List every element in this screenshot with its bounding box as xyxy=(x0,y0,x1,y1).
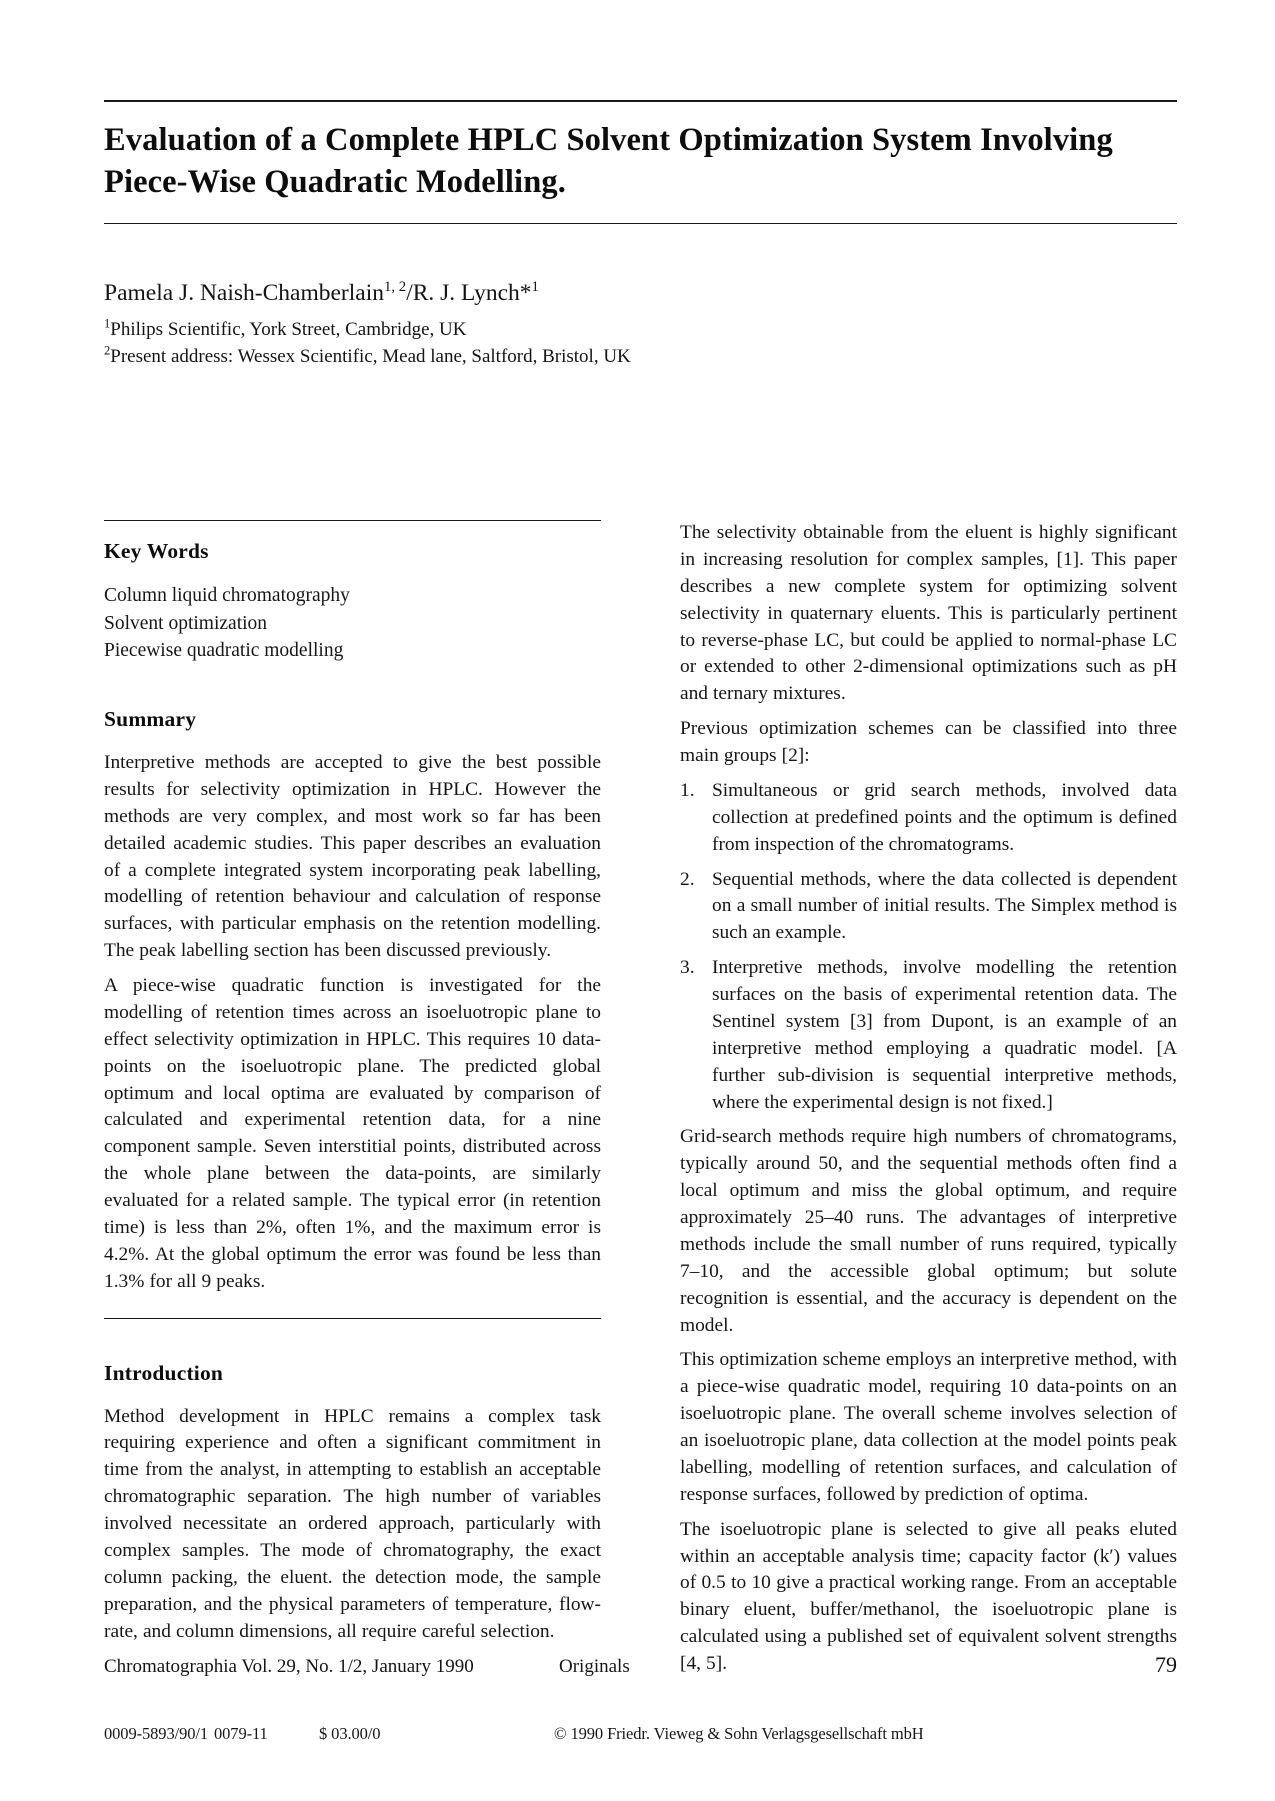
keyword-item: Solvent optimization xyxy=(104,612,268,634)
summary-paragraph: A piece-wise quadratic function is investigated for the modelling of retention times across an isoeluotropic plane to effect selectivity optimization in HPLC. This requires 10 data-points on the isoeluotropic plane. The predicted global optimum and local optima are evaluated by comparison of calculated and experimental retention data, for a nine component sample. Seven interstitial points, distributed across the whole plane between the data-points, are similarly evaluated for a related sample. The typical error (in retention time) is less than 2%, often 1%, and the maximum error is 4.2%. At the global optimum the error was found be less than 1.3% for all 9 peaks. xyxy=(104,975,601,1292)
list-item-number: 3. xyxy=(680,957,695,979)
list-item-number: 1. xyxy=(680,779,695,801)
left-column xyxy=(104,520,601,1645)
affiliation-1 xyxy=(104,317,1004,344)
list-item-number: 2. xyxy=(680,868,695,890)
page-footer xyxy=(104,1652,1177,1678)
body-paragraph-grid-search: Grid-search methods require high numbers of chromatograms, typically around 50, and the sequential methods often find a local optimum and miss the global optimum, and require approximately 25–40 runs. The advantages of interpretive methods include the small number of runs required, typically 7–10, and the accessible global optimum; but solute recognition is essential, and the accuracy is dependent on the model. xyxy=(680,1126,1177,1336)
footer-journal-citation: Chromatographia Vol. 29, No. 1/2, January 1990 xyxy=(104,1656,474,1677)
authors-block xyxy=(104,278,1004,370)
optimization-methods-list xyxy=(680,778,1177,1117)
list-item xyxy=(680,778,1177,859)
body-paragraph-scheme-overview: This optimization scheme employs an interpretive method, with a piece-wise quadratic model, requiring 10 data-points on an isoeluotropic plane. The overall scheme involves selection of an isoeluotropic plane, data collection at the model points peak labelling, modelling of retention surfaces, and calculation of response surfaces, followed by prediction of optima. xyxy=(680,1349,1177,1505)
title-top-rule xyxy=(104,100,1177,102)
list-item-text: Simultaneous or grid search methods, involved data collection at predefined points and the optimum is defined from inspection of the chromatograms. xyxy=(712,779,1177,855)
body-paragraph-selectivity: The selectivity obtainable from the eluent is highly significant in increasing resolution for complex samples, [1]. This paper describes a new complete system for optimizing solvent selectivity in quaternary eluents. This is particularly pertinent to reverse-phase LC, but could be applied to normal-phase LC or extended to other 2-dimensional optimizations such as pH and ternary mixtures. xyxy=(680,522,1177,705)
affiliation-2-marker: 2 xyxy=(104,343,111,358)
introduction-heading: Introduction xyxy=(104,1360,224,1385)
footer-page-range: 0079-11 xyxy=(214,1724,268,1743)
introduction-paragraph: Method development in HPLC remains a complex task requiring experience and often a significant commitment in time from the analyst, in attempting to establish an acceptable chromatographic separation. The high number of variables involved necessitate an ordered approach, particularly with complex samples. The mode of chromatography, the exact column packing, the eluent. the detection mode, the sample preparation, and the physical parameters of temperature, flow-rate, and column dimensions, all require careful selection. xyxy=(104,1405,601,1642)
keywords-heading: Key Words xyxy=(104,539,209,563)
footer-price: $ 03.00/0 xyxy=(319,1724,381,1743)
affiliation-1-text: Philips Scientific, York Street, Cambridge, UK xyxy=(110,318,467,340)
page-title: Evaluation of a Complete HPLC Solvent Optimization System Involving Piece-Wise Quadratic Modelling. xyxy=(104,122,1113,200)
right-column xyxy=(680,520,1177,1678)
body-paragraph-isoeluotropic: The isoeluotropic plane is selected to give all peaks eluted within an acceptable analysis time; capacity factor (k′) values of 0.5 to 10 give a practical working range. From an acceptable binary eluent, buffer/methanol, the isoeluotropic plane is calculated using a published set of equivalent solvent strengths [4, 5]. xyxy=(680,1518,1177,1674)
footer-issn-code: 0009-5893/90/1 xyxy=(104,1724,209,1743)
author-secondary: /R. J. Lynch* xyxy=(406,280,532,306)
keyword-item: Column liquid chromatography xyxy=(104,585,350,606)
title-bottom-rule xyxy=(104,223,1177,224)
keyword-item: Piecewise quadratic modelling xyxy=(104,640,344,662)
affiliation-2 xyxy=(104,344,1004,371)
author-primary: Pamela J. Naish-Chamberlain xyxy=(104,280,384,306)
list-item xyxy=(680,867,1177,948)
summary-paragraph: Interpretive methods are accepted to give the best possible results for selectivity optimization in HPLC. However the methods are very complex, and most work so far has been detailed academic studies. This paper describes an evaluation of a complete integrated system incorporating peak labelling, modelling of retention behaviour and calculation of response surfaces, with particular emphasis on the retention modelling. The peak labelling section has been discussed previously. xyxy=(104,752,601,962)
list-item-text: Interpretive methods, involve modelling the retention surfaces on the basis of experimental retention data. The Sentinel system [3] from Dupont, is an example of an interpretive method employing a quadratic model. [A further sub-division is sequential interpretive methods, where the experimental design is not fixed.] xyxy=(712,957,1177,1113)
author-secondary-affiliation-marker: 1 xyxy=(531,279,539,296)
author-primary-affiliation-marker: 1, 2 xyxy=(383,279,407,296)
list-item-text: Sequential methods, where the data collected is dependent on a small number of initial results. The Simplex method is such an example. xyxy=(712,868,1177,944)
affiliation-2-text: Present address: Wessex Scientific, Mead lane, Saltford, Bristol, UK xyxy=(110,345,631,367)
title-block xyxy=(104,100,1177,224)
body-paragraph-schemes-intro: Previous optimization schemes can be classified into three main groups [2]: xyxy=(680,718,1177,766)
footer-copyright: © 1990 Friedr. Vieweg & Sohn Verlagsgesellschaft mbH xyxy=(554,1724,924,1743)
footer-imprint xyxy=(104,1724,1177,1744)
keywords-list xyxy=(104,582,601,665)
footer-section-label: Originals xyxy=(559,1656,630,1677)
summary-bottom-rule xyxy=(104,1318,601,1319)
author-names xyxy=(104,278,1004,309)
summary-heading: Summary xyxy=(104,707,197,732)
keywords-top-rule xyxy=(104,520,601,521)
footer-page-number: 79 xyxy=(1155,1652,1177,1677)
affiliation-1-marker: 1 xyxy=(104,316,111,331)
list-item xyxy=(680,955,1177,1116)
